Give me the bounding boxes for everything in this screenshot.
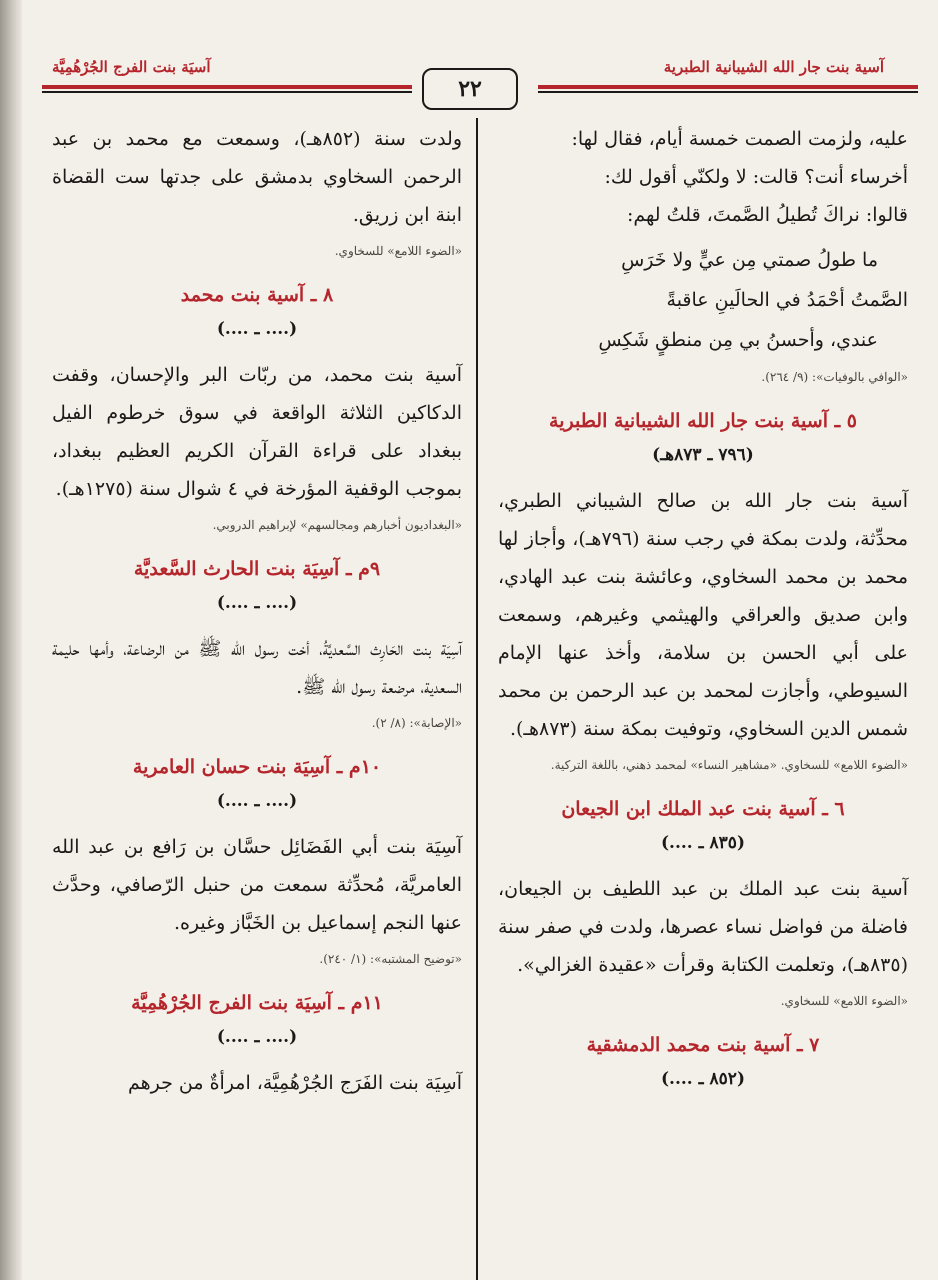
- poem: [498, 240, 908, 360]
- running-title-right: آسية بنت جار الله الشيبانية الطبرية: [663, 58, 884, 76]
- entry-8-source: «البغداديون أخبارهم ومجالسهم» لإبراهيم الدروبي.: [212, 518, 462, 532]
- entry-7-text: ولدت سنة (٨٥٢هـ)، وسمعت مع محمد بن عبد الرحمن السخاوي بدمشق على جدتها ست القضاة ابنة ابن زريق.: [52, 128, 463, 226]
- poem-line-2: الصَّمتُ أحْمَدُ في الحالَينِ عاقبةً: [666, 289, 908, 311]
- page-number: ٢٢: [422, 68, 518, 110]
- entry-8-dates: (.... ـ ....): [216, 319, 298, 339]
- poem-source: «الوافي بالوفيات»: (٩/ ٢٦٤).: [761, 370, 908, 384]
- entry-6-dates: (٨٣٥ ـ ....): [661, 833, 745, 853]
- poem-line-3: عندي، وأحسنُ بي مِن منطقٍ شَكِسِ: [598, 329, 878, 351]
- entry-11-text: آسِيَة بنت الفَرَج الجُرْهُمِيَّة، امرأةٌ من جرهم: [127, 1072, 462, 1094]
- header-thin-rule-right: [538, 91, 918, 93]
- entry-6-title: ٦ ـ آسية بنت عبد الملك ابن الجيعان: [561, 798, 845, 820]
- entry-10-source: «توضيح المشتبه»: (١/ ٢٤٠).: [319, 952, 462, 966]
- entry-8-title: ٨ ـ آسية بنت محمد: [180, 284, 334, 306]
- right-column: [498, 120, 908, 1270]
- entry-11-title: ١١م ـ آسِيَة بنت الفرج الجُرْهُمِيَّة: [131, 992, 383, 1014]
- page-header: [42, 48, 918, 108]
- entry-7-source: «الضوء اللامع» للسخاوي.: [334, 244, 462, 258]
- opening-line-1: عليه، ولزمت الصمت خمسة أيام، فقال لها:: [571, 128, 908, 150]
- poem-line-1: ما طولُ صمتي مِن عيٍّ ولا خَرَسِ: [621, 249, 878, 271]
- entry-10-title: ١٠م ـ آسِيَة بنت حسان العامرية: [132, 756, 382, 778]
- header-rule-left: [42, 85, 412, 89]
- entry-6-text: آسية بنت عبد الملك بن عبد اللطيف بن الجيعان، فاضلة من فواضل نساء عصرها، ولدت في صفر سنة (٨٣٥هـ)، وتعلمت الكتابة وقرأت «عقيدة الغزالي».: [498, 878, 908, 976]
- book-binding-shadow: [0, 0, 22, 1280]
- opening-line-3: قالوا: نراكَ تُطيلُ الصَّمتَ، قلتُ لهم:: [626, 204, 908, 226]
- entry-10-dates: (.... ـ ....): [216, 791, 298, 811]
- entry-5-title: ٥ ـ آسية بنت جار الله الشيبانية الطبرية: [549, 410, 857, 432]
- entry-7-dates: (٨٥٢ ـ ....): [661, 1069, 745, 1089]
- book-page: [22, 0, 938, 1280]
- header-thin-rule-left: [42, 91, 412, 93]
- header-rule-right: [538, 85, 918, 89]
- running-title-left: آسيَة بنت الفرج الجُرْهُمِيَّة: [52, 58, 211, 76]
- entry-6-source: «الضوء اللامع» للسخاوي.: [780, 994, 908, 1008]
- entry-9-text: آسِيَة بنت الحَارِث السَّعديَّةُ، أخت رسول الله ﷺ من الرضاعة، وأمها حليمة السعدية، مرضعة رسول الله ﷺ.: [52, 638, 462, 698]
- entry-9-dates: (.... ـ ....): [216, 593, 298, 613]
- entry-8-text: آسية بنت محمد، من ربّات البر والإحسان، وقفت الدكاكين الثلاثة الواقعة في سوق خرطوم الفيل ببغداد على قراءة القرآن الكريم العظيم ببغداد، بموجب الوقفية المؤرخة في ٤ شوال سنة (١٢٧٥هـ).: [52, 364, 462, 500]
- entry-5-source: «الضوء اللامع» للسخاوي. «مشاهير النساء» لمحمد ذهني، باللغة التركية.: [550, 758, 908, 772]
- entry-5-dates: (٧٩٦ ـ ٨٧٣هـ): [652, 445, 754, 465]
- entry-10-text: آسِيَة بنت أبي الفَضَائِل حسَّان بن رَافع بن عبد الله العامريَّة، مُحدِّثة سمعت من حنبل الرّصافي، وحدَّث عنها النجم إسماعيل بن الخَبَّاز وغيره.: [52, 836, 462, 934]
- opening-line-2: أخرساء أنت؟ قالت: لا ولكنّي أقول لك:: [604, 166, 908, 188]
- entry-9-source: «الإصابة»: (٨/ ٢).: [371, 716, 462, 730]
- left-column: [52, 120, 462, 1270]
- entry-7-title: ٧ ـ آسية بنت محمد الدمشقية: [586, 1034, 820, 1056]
- column-divider: [476, 118, 478, 1280]
- entry-11-dates: (.... ـ ....): [216, 1027, 298, 1047]
- entry-5-text: آسية بنت جار الله بن صالح الشيباني الطبري، محدِّثة، ولدت بمكة في رجب سنة (٧٩٦هـ)، وأجاز لها محمد بن محمد السخاوي، وعائشة بنت عبد الهادي، وابن صديق والعراقي والهيثمي وغيرهم، وسمعت على أبي الحسن بن سلامة، وأخذ عنها الإمام السيوطي، وأجازت لمحمد بن عبد الرحمن بن محمد شمس الدين السخاوي، وتوفيت بمكة سنة (٨٧٣هـ).: [498, 490, 908, 740]
- entry-9-title: ٩م ـ آسِيَة بنت الحارث السَّعديَّة: [133, 558, 381, 580]
